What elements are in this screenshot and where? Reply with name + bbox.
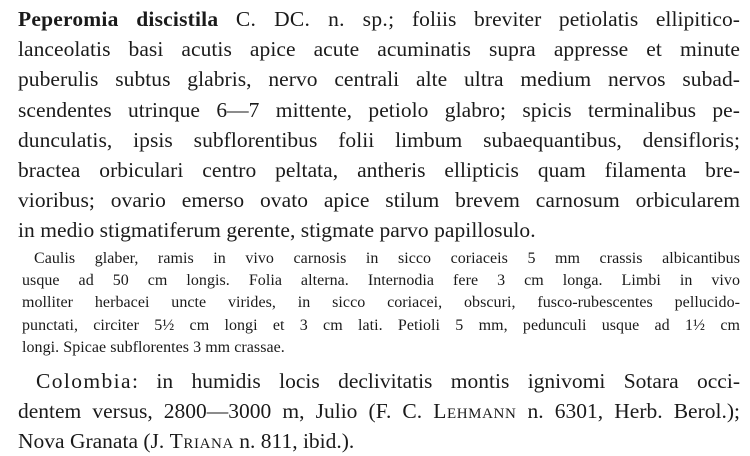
locality-text-4: Nova Granata (J. bbox=[18, 429, 170, 454]
notes-line-2: usque ad 50 cm longis. Folia alterna. Internodia fere 3 cm longa. Limbi in vivo bbox=[22, 272, 740, 290]
species-notes bbox=[18, 248, 740, 360]
description-line-3: puberulis subtus glabris, nervo centrali alte ultra medium nervos subad- bbox=[18, 67, 740, 92]
description-line-2: lanceolatis basi acutis apice acute acuminatis supra appresse et minute bbox=[18, 37, 740, 62]
species-authority: C. DC. n. sp.; bbox=[235, 7, 395, 31]
locality-text-5: n. 811, ibid.). bbox=[233, 429, 355, 454]
notes-line-3: molliter herbacei uncte virides, in sicco coriacei, obscuri, fusco-rubescentes pellucido- bbox=[22, 294, 740, 312]
description-line-8: in medio stigmatiferum gerente, stigmate parvo papillosulo. bbox=[18, 218, 536, 243]
locality-text-1: : in humidis locis declivitatis montis ignivomi Sotara occi- bbox=[132, 368, 740, 393]
locality-country: Colombia bbox=[36, 368, 133, 393]
description-text: foliis breviter petiolatis ellipitico- bbox=[394, 7, 740, 31]
locality-text-3: n. 6301, Herb. Berol.); bbox=[516, 398, 740, 423]
species-name: Peperomia discistila bbox=[18, 7, 219, 31]
description-line-4: scendentes utrinque 6—7 mittente, petiolo glabro; spicis terminalibus pe- bbox=[18, 97, 740, 122]
locality-line-2 bbox=[18, 396, 740, 426]
collector-lehmann: Lehmann bbox=[433, 398, 517, 423]
locality bbox=[18, 366, 740, 456]
notes-line-1: Caulis glaber, ramis in vivo carnosis in sicco coriaceis 5 mm crassis albicantibus bbox=[34, 249, 740, 267]
locality-text-2: dentem versus, 2800—3000 m, Julio (F. C. bbox=[18, 398, 434, 423]
species-description bbox=[18, 4, 740, 246]
page bbox=[18, 4, 740, 456]
description-line-7: vioribus; ovario emerso ovato apice stilum brevem carnosum orbicularem bbox=[18, 188, 740, 213]
locality-line-1 bbox=[18, 366, 740, 396]
notes-line-4: punctati, circiter 5½ cm longi et 3 cm lati. Petioli 5 mm, pedunculi usque ad 1½ cm bbox=[22, 316, 740, 334]
collector-triana: Triana bbox=[169, 429, 234, 454]
notes-line-5: longi. Spicae subflorentes 3 mm crassae. bbox=[22, 339, 285, 357]
description-line-6: bractea orbiculari centro peltata, antheris ellipticis quam filamenta bre- bbox=[18, 158, 740, 183]
locality-line-3 bbox=[18, 426, 740, 456]
description-line-5: dunculatis, ipsis subflorentibus folii limbum subaequantibus, densifloris; bbox=[18, 127, 740, 152]
description-line-1 bbox=[18, 4, 740, 34]
